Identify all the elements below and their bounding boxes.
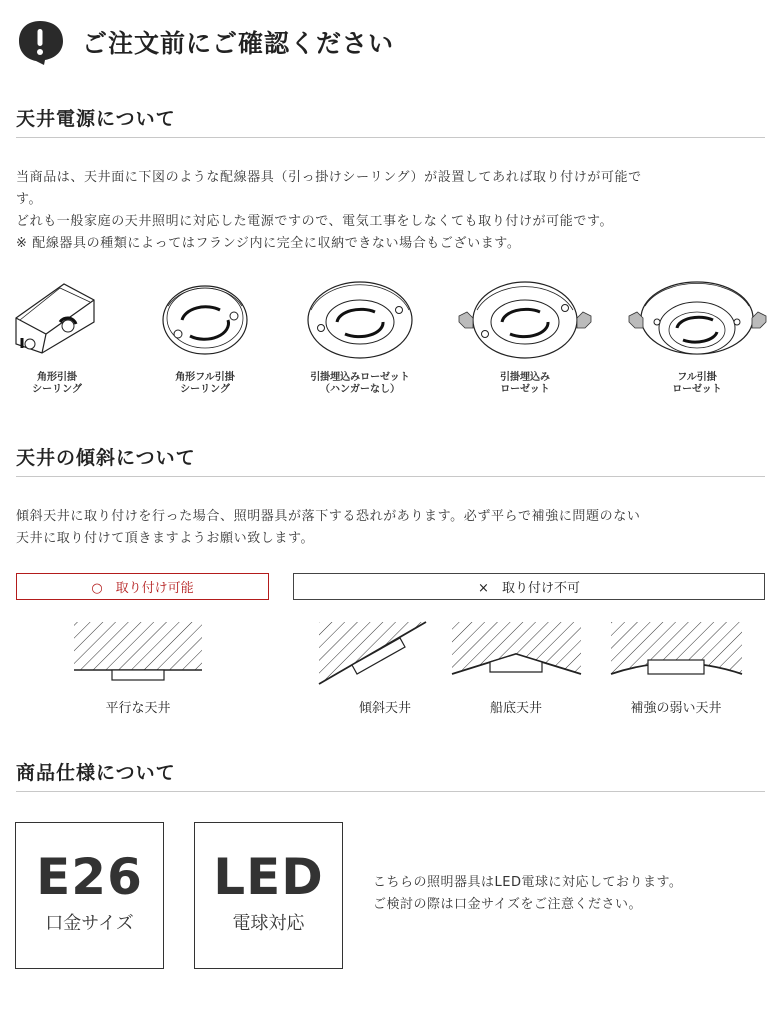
fixture-label-line: 引掛埋込み xyxy=(500,372,550,383)
fixture-label-line: 引掛埋込みローゼット xyxy=(310,372,410,383)
fixture-label-line: （ハンガーなし） xyxy=(320,384,400,395)
not-installable-label: × 取り付け不可 xyxy=(293,573,765,600)
sloped-ceiling-icon xyxy=(319,622,426,684)
led-support-box xyxy=(194,822,343,969)
fixture-label xyxy=(285,372,435,396)
fixture-label-line: 角形引掛 xyxy=(37,372,77,383)
divider xyxy=(16,476,765,477)
fixture-label-line: ローゼット xyxy=(500,384,550,395)
ceiling-label: 平行な天井 xyxy=(105,701,171,716)
slope-line: 傾斜天井に取り付けを行った場合、照明器具が落下する恐れがあります。必ず平らで補強に問題のない xyxy=(16,509,641,524)
spec-note xyxy=(373,872,682,916)
divider xyxy=(16,791,765,792)
fixture-label-line: ローゼット xyxy=(672,384,722,395)
ceiling-diagrams xyxy=(0,610,780,690)
socket-size-label: 口金サイズ xyxy=(45,913,134,934)
power-description xyxy=(16,167,642,255)
fixture-label-line: シーリング xyxy=(32,384,82,395)
spec-note-line: ご検討の際は口金サイズをご注意ください。 xyxy=(373,897,642,912)
fixture-label xyxy=(622,372,772,396)
ceiling-label: 補強の弱い天井 xyxy=(630,701,722,716)
led-value: LED xyxy=(213,848,324,906)
fixture-embedded-rosette-image xyxy=(455,278,605,360)
weak-ceiling-icon xyxy=(611,622,742,674)
fixture-full-rosette-image xyxy=(625,278,775,362)
fixture-label xyxy=(450,372,600,396)
slope-description xyxy=(16,506,640,550)
section-title-power: 天井電源について xyxy=(16,108,176,130)
exclamation-icon xyxy=(16,18,68,66)
fixture-label xyxy=(0,372,132,396)
installable-label: ○ 取り付け可能 xyxy=(16,573,269,600)
fixture-embedded-rosette-no-hanger-image xyxy=(305,278,455,360)
power-line: ※ 配線器具の種類によってはフランジ内に完全に収納できない場合もございます。 xyxy=(16,236,521,251)
spec-note-line: こちらの照明器具はLED電球に対応しております。 xyxy=(373,875,683,890)
fixture-label xyxy=(130,372,280,396)
flat-ceiling-icon xyxy=(74,622,202,680)
fixture-label-line: フル引掛 xyxy=(677,372,717,383)
ceiling-label: 船底天井 xyxy=(489,701,542,716)
led-label: 電球対応 xyxy=(232,913,305,934)
power-line: す。 xyxy=(16,192,43,207)
fixture-label-line: 角形フル引掛 xyxy=(175,372,235,383)
power-line: どれも一般家庭の天井照明に対応した電源ですので、電気工事をしなくても取り付けが可能です。 xyxy=(16,214,614,229)
fixture-square-ceiling-image xyxy=(0,278,150,358)
page-title: ご注文前にご確認ください xyxy=(82,29,395,58)
power-line: 当商品は、天井面に下図のような配線器具（引っ掛けシーリング）が設置してあれば取り付けが可能で xyxy=(16,170,642,185)
section-title-spec: 商品仕様について xyxy=(16,762,176,784)
boat-bottom-ceiling-icon xyxy=(452,622,581,674)
fixture-round-full-ceiling-image xyxy=(160,278,310,358)
fixture-label-line: シーリング xyxy=(180,384,230,395)
divider xyxy=(16,137,765,138)
section-title-slope: 天井の傾斜について xyxy=(16,447,196,469)
socket-size-box xyxy=(15,822,164,969)
slope-line: 天井に取り付けて頂きますようお願い致します。 xyxy=(16,531,315,546)
socket-size-value: E26 xyxy=(36,848,143,906)
ceiling-label: 傾斜天井 xyxy=(358,701,411,716)
